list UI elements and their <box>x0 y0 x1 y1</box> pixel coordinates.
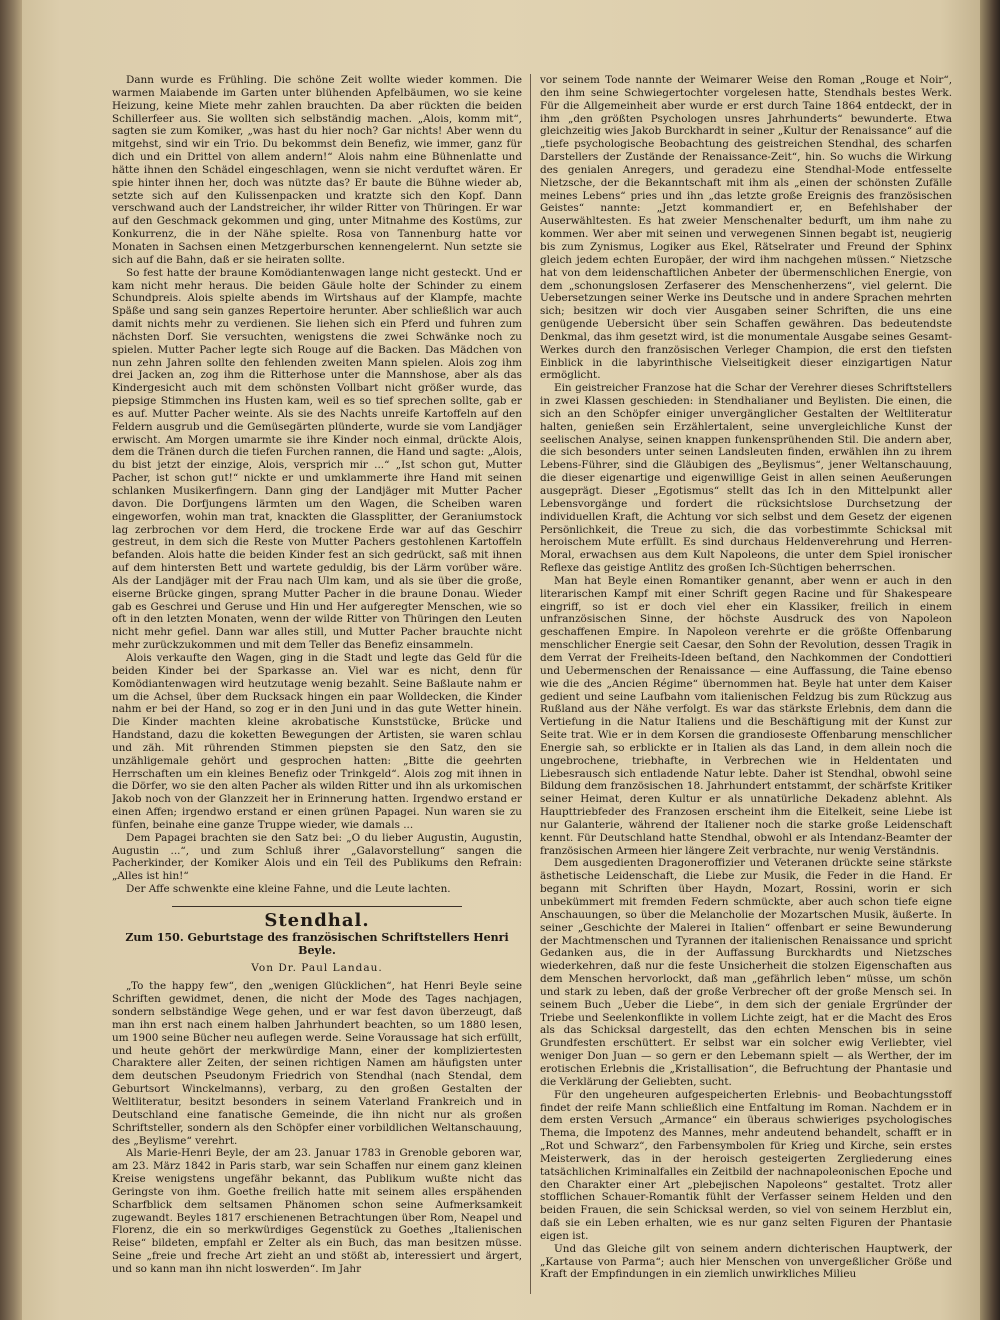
left-column <box>112 74 522 1298</box>
article-paragraph: Ein geistreicher Franzose hat die Schar der Verehrer dieses Schriftstellers in zwei Klassen geschieden: in Stendhalianer und Beylisten. Die einen, die sich an den Schöpfer einiger unvergänglicher Gestalten der Weltliteratur halten, genießen sein Erzählertalent, seine unvergleichliche Kunst der seelischen Analyse, seinen knappen funkensprühenden Stil. Die andern aber, die sich besonders unter seinen Landsleuten finden, erwählen ihn zu ihrem Lebens-Führer, sind die Gläubigen des „Beylismus“, jener Weltanschauung, die dieser eigenartige und eigenwillige Geist in allen seinen Aeußerungen ausgeprägt. Dieser „Egotismus“ stellt das Ich in den Mittelpunkt aller Lebensvorgänge und fordert die rücksichtslose Durchsetzung der individuellen Kraft, die Achtung vor sich selbst und dem Gesetz der eigenen Persönlichkeit, die Treue zu sich, die das vorbestimmte Schicksal mit heroischem Mute erfüllt. Es sind durchaus Heldenverehrung und Herren-Moral, erwachsen aus dem Kult Napoleons, die unter dem Spiel ironischer Reflexe das geistige Antlitz des großen Ich-Süchtigen beherrschen. <box>540 382 952 575</box>
story-paragraph: Der Affe schwenkte eine kleine Fahne, und die Leute lachten. <box>126 883 451 896</box>
article-author: Von Dr. Paul Landau. <box>251 961 383 974</box>
section-divider <box>172 906 462 907</box>
page-binding-left <box>0 0 22 1320</box>
article-paragraph: Man hat Beyle einen Romantiker genannt, aber wenn er auch in den literarischen Kampf mit einer Schrift gegen Racine und für Shakespeare eingriff, so ist er doch viel eher ein Klassiker, freilich in einem unfranzösischen Sinne, der höchste Ausdruck des von Napoleon geschaffenen Empire. In Napoleon verehrte er die größte Offenbarung menschlicher Energie seit Caesar, den Sohn der Revolution, dessen Tragik in dem Verrat der Freiheits-Ideen beſtand, den Nachkommen der Condottieri und Uebermenschen der Renaissance — eine Auffassung, die Taine ebenso wie die des „Ancien Régime“ übernommen hat. Beyle hat unter dem Kaiser gedient und seine Laufbahn vom italienischen Feldzug bis zum Rückzug aus Rußland aus der Nähe verfolgt. Es war das stärkste Erlebnis, dem dann die Vertiefung in die Natur Italiens und die Beschäftigung mit der Kunst zur Seite trat. Wie er in dem Korsen die grandioseste Offenbarung menschlicher Energie sah, so erblickte er in Italien als das Land, in dem allein noch die ungebrochene, triebhafte, in Verbrechen wie in Heldentaten und Liebesrausch sich entladende Natur lebte. Daher ist Stendhal, obwohl seine Bildung dem französischen 18. Jahrhundert entstammt, der schärfste Kritiker seiner Heimat, deren Kultur er als unnatürliche Dekadenz ablehnt. Als Haupttriebfeder des Franzosen erscheint ihm die Eitelkeit, seine Liebe ist nur Galanterie, während der Italiener noch die starke große Leidenschaft kennt. Für Deutschland hatte Stendhal, obwohl er als Intendanz-Beamter der französischen Armeen hier längere Zeit verbrachte, nur wenig Verständnis. <box>540 574 952 857</box>
section-title: Stendhal. <box>264 910 370 931</box>
page-binding-right <box>980 0 1000 1320</box>
article-paragraph: Dem ausgedienten Dragoneroffizier und Veteranen drückte seine stärkste ästhetische Leidenschaft, die Liebe zur Musik, die Feder in die Hand. Er begann mit Schriften über Haydn, Mozart, Rossini, worin er sich unbekümmert mit fremden Federn schmückte, aber auch schon tiefe eigne Anschauungen, so über die Melancholie der Mozartschen Musik, äußerte. In seiner „Geschichte der Malerei in Italien“ offenbart er seine Bewunderung der Machtmenschen und Tyrannen der italienischen Renaissance und spricht Gedanken aus, die in der Auffassung Burckhardts und Nietzsches wiederkehren, daß nur die feste Unsicherheit die stolzen Eigenschaften aus dem Menschen hervorlockt, daß man „gefährlich leben“ müsse, um schön und stark zu leben, daß der große Verbrecher oft der große Mensch sei. In seinem Buch „Ueber die Liebe“, in dem sich der geniale Ergründer der Triebe und Seelenkonflikte in vollem Lichte zeigt, hat er die Macht des Eros als das Schicksal dargestellt, das den echten Menschen bis in seine Grundfesten erschüttert. Er selbst war ein solcher ewig Verliebter, viel weniger Don Juan — so gern er den Lebemann spielt — als Werther, der im erotischen Erlebnis die „Kristallisation“, die Befruchtung der Phantasie und die Verklärung der Geliebten, sucht. <box>540 857 952 1088</box>
article-paragraph: Als Marie-Henri Beyle, der am 23. Januar 1783 in Grenoble geboren war, am 23. März 1842 in Paris starb, war sein Schaffen nur einem ganz kleinen Kreise wenigstens ungefähr bekannt, das Publikum wußte nicht das Geringste von ihm. Goethe freilich hatte mit seinem alles erspähenden Scharfblick dem seltsamen Phänomen schon seine Aufmerksamkeit zugewandt. Beyles 1817 erschienenen Betrachtungen über Rom, Neapel und Florenz, die ein so merkwürdiges Gegenstück zu Goethes „Italienischen Reise“ bildeten, empfahl er Zelter als ein Buch, das man besitzen müsse. Seine „freie und freche Art zieht an und stößt ab, interessiert und ärgert, und so kann man ihn nicht loswerden“. Im Jahr <box>112 1147 522 1275</box>
article-subtitle: Zum 150. Geburtstage des französischen Schriftstellers Henri Beyle. <box>125 930 509 957</box>
column-divider <box>530 74 531 1294</box>
story-paragraph: So fest hatte der braune Komödiantenwagen lange nicht gesteckt. Und er kam nicht mehr heraus. Die beiden Gäule holte der Schinder zu einem Schundpreis. Alois spielte abends im Wirtshaus auf der Klampfe, machte Späße und sang sein ganzes Repertoire herunter. Aber schließlich war auch damit nichts mehr zu verdienen. Sie liehen sich ein Pferd und fuhren zum nächsten Dorf. Sie versuchten, wenigstens die zwei Schwänke noch zu spielen. Mutter Pacher legte sich Rouge auf die Backen. Das Mädchen von nun zehn Jahren sollte den fehlenden zweiten Mann spielen. Alois zog ihm drei Jacken an, zog ihm die Ritterhose unter die Mannshose, aber als das Kindergesicht auch mit dem schönsten Vollbart nicht größer wurde, das piepsige Stimmchen ins Husten kam, weil es so tief sprechen sollte, gab er es auf. Mutter Pacher weinte. Als sie des Nachts unreife Kartoffeln auf den Feldern ausgrub und die Gemüsegärten plünderte, wurde sie vom Landjäger erwischt. Am Morgen umarmte sie ihre Kinder noch einmal, drückte Alois, dem die Tränen durch die tiefen Furchen rannen, die Hand und sagte: „Alois, du bist jetzt der einzige, Alois, versprich mir ...“ „Ist schon gut, Mutter Pacher, ist schon gut!“ nickte er und umklammerte ihre Hand mit seinen schlanken Musikerfingern. Dann ging der Landjäger mit Mutter Pacher davon. Die Dorfjungens lärmten um den Wagen, die Scheiben waren eingeworfen, wohin man trat, knackten die Glassplitter, der Geraniumstock lag zerbrochen vor dem Herd, die trockene Erde war auf das Geschirr gestreut, in dem sich die Reste von Mutter Pachers gestohlenen Kartoffeln befanden. Alois hatte die beiden Kinder fest an sich gedrückt, saß mit ihnen auf dem hintersten Bett und wartete geduldig, bis der Lärm vorüber wäre. Als der Landjäger mit der Frau nach Ulm kam, und als sie über die große, eiserne Brücke gingen, sprang Mutter Pacher in die braune Donau. Wieder gab es Geschrei und Geruse und Hin und Her aufgeregter Menschen, wie so oft in den letzten Monaten, wenn der wilde Ritter von Thüringen den Leuten nicht mehr gefiel. Dann war alles still, und Mutter Pacher brauchte nicht mehr zurückzukommen und mit dem Teller das Benefiz einsammeln. <box>112 266 522 652</box>
article-paragraph: Für den ungeheuren aufgespeicherten Erlebnis- und Beobachtungsstoff findet der reife Mann schließlich eine Entfaltung im Roman. Nachdem er in dem ersten Versuch „Armance“ ein überaus schwieriges psychologisches Thema, die Impotenz des Mannes, mehr andeutend behandelt, schafft er in „Rot und Schwarz“, den Farbensymbolen für Krieg und Kirche, sein erstes Meisterwerk, das in der heroisch gesteigerten Zergliederung eines tatsächlichen Kriminalfalles ein Zeitbild der nachnapoleonischen Epoche und den Charakter einer Art „plebejischen Napoleons“ gestaltet. Trotz aller stofflichen Schauer-Romantik fühlt der Verfasser seinem Helden und den beiden Frauen, die sein Schicksal werden, so viel von seinem Herzblut ein, daß sie ein Leben erhalten, wie es nur ganz selten Figuren der Phantasie eigen ist. <box>540 1088 952 1242</box>
article-paragraph: vor seinem Tode nannte der Weimarer Weise den Roman „Rouge et Noir“, den ihm seine Schwiegertochter vorgelesen hatte, Stendhals bestes Werk. Für die Allgemeinheit aber wurde er erst durch Taine 1864 entdeckt, der in ihm „den größten Psychologen unsres Jahrhunderts“ bewunderte. Etwa gleichzeitig wies Jakob Burckhardt in seiner „Kultur der Renaissance“ auf die „tiefe psychologische Beobachtung des geistreichen Stendhal, des scharfen Darstellers der Zustände der Renaissance-Zeit“, hin. So wuchs die Wirkung des genialen Anregers, und geradezu eine Stendhal-Mode entfesselte Nietzsche, der die Bekanntschaft mit ihm als „einen der schönsten Zufälle meines Lebens“ pries und ihn „das letzte große Ereignis des französischen Geistes“ nannte: „Jetzt kommandiert er, en Befehlshaber der Auserwähltesten. Es hat zweier Menschenalter bedurft, um ihm nahe zu kommen. Wer aber mit seinen und verwegenen Sinnen begabt ist, neugierig bis zum Zynismus, Logiker aus Ekel, Rätselrater und Freund der Sphinx gleich jedem echten Europäer, der wird ihm nachgehen müssen.“ Nietzsche hat von dem leidenschaftlichen Anbeter der übermenschlichen Energie, von dem „schonungslosen Zerfaserer des Menschenherzens“, viel gelernt. Die Uebersetzungen seiner Werke ins Deutsche und in andere Sprachen mehrten sich; besitzen wir doch vier Ausgaben seiner Schriften, die uns eine genügende Uebersicht über sein Schaffen gewähren. Das bedeutendste Denkmal, das ihm gesetzt wird, ist die monumentale Ausgabe seines Gesamt-Werkes durch den französischen Verleger Champion, die erst den tiefsten Einblick in die labyrinthische Vielseitigkeit dieser einzigartigen Natur ermöglicht. <box>540 74 952 382</box>
right-column <box>540 74 952 1298</box>
story-paragraph: Alois verkaufte den Wagen, ging in die Stadt und legte das Geld für die beiden Kinder bei der Sparkasse an. Viel war es nicht, denn für Komödiantenwagen wird heutzutage wenig bezahlt. Seine Baßlaute nahm er um die Achsel, über dem Rucksack hingen ein paar Wolldecken, die Kinder nahm er bei der Hand, so zog er in den Juni und in das gute Wetter hinein. Die Kinder machten kleine akrobatische Kunststücke, Brücke und Handstand, dazu die koketten Bewegungen der Artisten, sie waren schlau und zäh. Mit rührenden Stimmen piepsten sie den Satz, den sie unzähligemale gehört und gesprochen hatten: „Bitte die geehrten Herrschaften um ein kleines Benefiz oder Trinkgeld“. Alois zog mit ihnen in die Dörfer, wo sie den alten Pacher als wilden Ritter und ihn als urkomischen Jakob noch von der Glanzzeit her in Erinnerung hatten. Irgendwo erstand er einen Affen; irgendwo erstand er einen grünen Papagei. Nun waren sie zu fünfen, beinahe eine ganze Truppe wieder, wie damals ... <box>112 651 522 831</box>
article-paragraph: Und das Gleiche gilt von seinem andern dichterischen Hauptwerk, der „Kartause von Parma“; auch hier Menschen von unvergeßlicher Größe und Kraft der Empfindungen in ein ziemlich unwirkliches Milieu <box>540 1242 952 1281</box>
story-paragraph: Dem Papagei brachten sie den Satz bei: „O du lieber Augustin, Augustin, Augustin ...“, und zum Schluß ihrer „Galavorstellung“ sangen die Pacherkinder, der Komiker Alois und ein Teil des Publikums den Refrain: „Alles ist hin!“ <box>112 831 522 883</box>
story-paragraph: Dann wurde es Frühling. Die schöne Zeit wollte wieder kommen. Die warmen Maiabende im Garten unter blühenden Apfelbäumen, wo sie keine Heizung, keine Miete mehr zahlen brauchten. Da aber rückten die beiden Schillerfeer aus. Sie wollten sich selbständig machen. „Alois, komm mit“, sagten sie zum Komiker, „was hast du hier noch? Gar nichts! Aber wenn du mitgehst, sind wir ein Trio. Du bekommst dein Benefiz, wie immer, ganz für dich und ein Drittel von allem andern!“ Alois nahm eine Bühnenlatte und hätte ihnen den Schädel eingeschlagen, wenn sie nicht verduftet wären. Er spie hinter ihnen her, doch was nützte das? Er baute die Bühne wieder ab, setzte sich auf den Kulissenpacken und kratzte sich den Kopf. Dann verschwand auch der Landstreicher, ihr wilder Ritter von Thüringen. Er war auf den Geschmack gekommen und ging, unter Mitnahme des Kostüms, zur Konkurrenz, die in der Nähe spielte. Rosa von Tannenburg hatte vor Monaten in Sachsen einen Metzgerburschen kennengelernt. Nun setzte sie sich auf die Bahn, daß er sie heiraten sollte. <box>112 74 522 266</box>
article-paragraph: „To the happy few“, den „wenigen Glücklichen“, hat Henri Beyle seine Schriften gewidmet, denen, die nicht der Mode des Tages nachjagen, sondern selbständige Wege gehen, und er war fest davon überzeugt, daß man ihn erst nach einem halben Jahrhundert beachten, so um 1880 lesen, um 1900 seine Bücher neu auflegen werde. Seine Voraussage hat sich erfüllt, und heute gehört der merkwürdige Mann, einer der kompliziertesten Charaktere aller Zeiten, der seinen richtigen Namen am häufigsten unter dem deutschen Pseudonym Friedrich von Stendhal (nach Stendal, dem Geburtsort Winckelmanns), verbarg, zu den großen Gestalten der Weltliteratur, besitzt besonders in seinem Vaterland Frankreich und in Deutschland eine fanatische Gemeinde, die ihn nicht nur als großen Schriftsteller, sondern als den Schöpfer einer vorbildlichen Weltanschauung, des „Beylisme“ verehrt. <box>112 980 522 1147</box>
